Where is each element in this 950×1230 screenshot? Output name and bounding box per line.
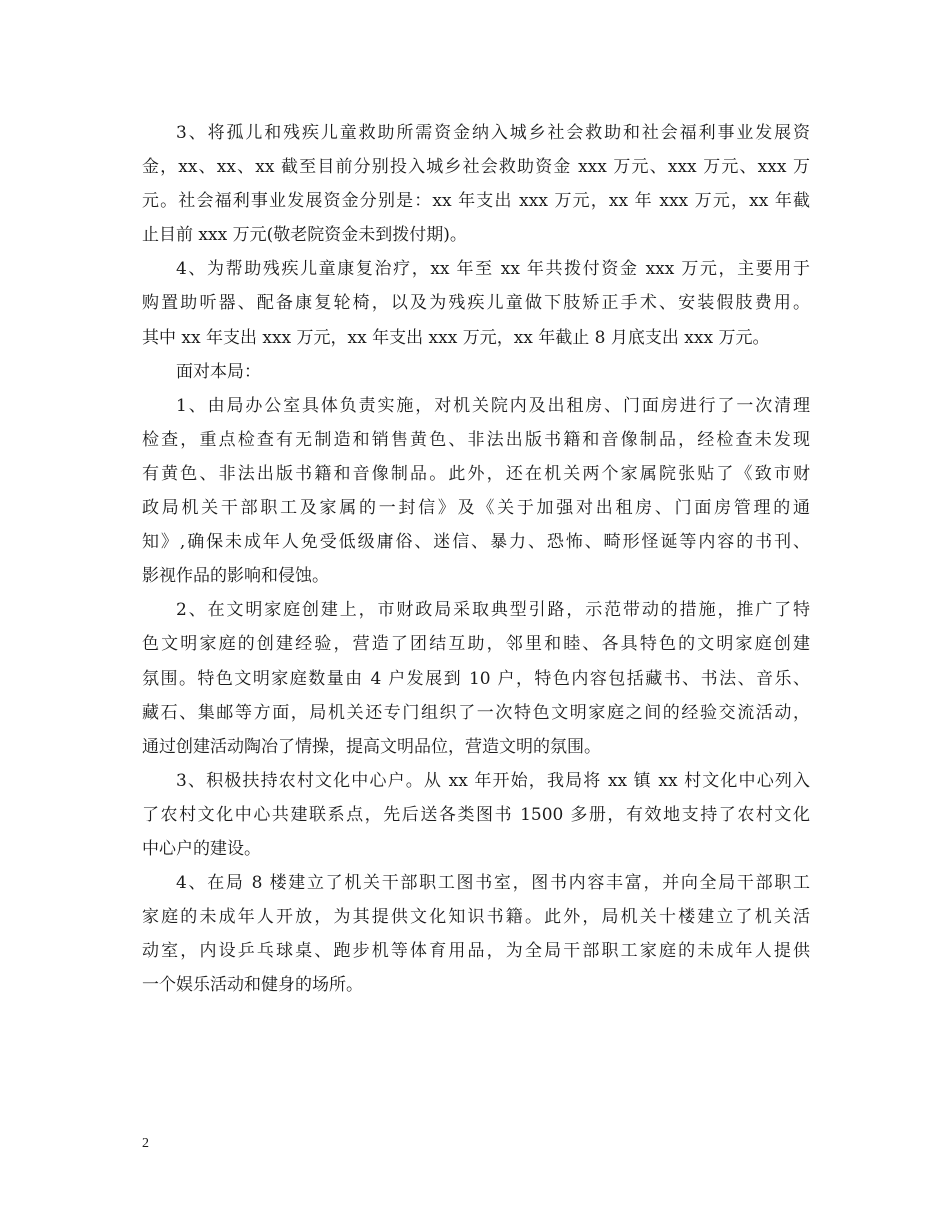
paragraph-5 <box>142 593 810 763</box>
paragraph-2 <box>142 252 810 354</box>
paragraph-line: 中心户的建设。 <box>142 838 261 859</box>
paragraph-line: 家庭的未成年人开放，为其提供文化知识书籍。此外，局机关十楼建立了机关活 <box>142 907 810 928</box>
paragraph-line: 4、为帮助残疾儿童康复治疗，xx 年至 xx 年共拨付资金 xxx 万元，主要用于 <box>176 259 810 280</box>
paragraph-line: 金，xx、xx、xx 截至目前分别投入城乡社会救助资金 xxx 万元、xxx 万元、xxx 万 <box>142 157 810 178</box>
paragraph-line: 3、积极扶持农村文化中心户。从 xx 年开始，我局将 xx 镇 xx 村文化中心列入 <box>176 770 810 791</box>
paragraph-4 <box>142 389 810 594</box>
paragraph-3 <box>142 355 810 389</box>
paragraph-line: 元。社会福利事业发展资金分别是：xx 年支出 xxx 万元，xx 年 xxx 万元，xx 年截 <box>142 191 810 212</box>
paragraph-line: 氛围。特色文明家庭数量由 4 户发展到 10 户，特色内容包括藏书、书法、音乐、 <box>142 668 810 689</box>
paragraph-line: 止目前 xxx 万元(敬老院资金未到拨付期)。 <box>142 225 467 246</box>
paragraph-1 <box>142 116 810 252</box>
paragraph-line: 影视作品的影响和侵蚀。 <box>142 566 329 587</box>
document-body <box>142 116 810 1002</box>
paragraph-line: 了农村文化中心共建联系点，先后送各类图书 1500 多册，有效地支持了农村文化 <box>142 804 810 825</box>
paragraph-line: 通过创建活动陶冶了情操，提高文明品位，营造文明的氛围。 <box>142 736 601 757</box>
paragraph-line: 2、在文明家庭创建上，市财政局采取典型引路，示范带动的措施，推广了特 <box>176 600 810 621</box>
paragraph-line: 1、由局办公室具体负责实施，对机关院内及出租房、门面房进行了一次清理 <box>176 395 810 416</box>
paragraph-line: 检查，重点检查有无制造和销售黄色、非法出版书籍和音像制品，经检查未发现 <box>142 429 810 450</box>
paragraph-line: 动室，内设乒乓球桌、跑步机等体育用品，为全局干部职工家庭的未成年人提供 <box>142 941 810 962</box>
paragraph-line: 色文明家庭的创建经验，营造了团结互助，邻里和睦、各具特色的文明家庭创建 <box>142 634 810 655</box>
paragraph-line: 知》,确保未成年人免受低级庸俗、迷信、暴力、恐怖、畸形怪诞等内容的书刊、 <box>142 532 810 553</box>
paragraph-line: 其中 xx 年支出 xxx 万元，xx 年支出 xxx 万元，xx 年截止 8 月底支出 xxx 万元。 <box>142 327 770 348</box>
paragraph-line: 3、将孤儿和残疾儿童救助所需资金纳入城乡社会救助和社会福利事业发展资 <box>176 123 810 143</box>
paragraph-line: 4、在局 8 楼建立了机关干部职工图书室，图书内容丰富，并向全局干部职工 <box>176 873 810 894</box>
page-number: 2 <box>142 1136 149 1151</box>
paragraph-line: 一个娱乐活动和健身的场所。 <box>142 975 363 996</box>
paragraph-line: 有黄色、非法出版书籍和音像制品。此外，还在机关两个家属院张贴了《致市财 <box>142 463 810 484</box>
section-heading: 面对本局： <box>176 361 261 382</box>
paragraph-line: 政局机关干部职工及家属的一封信》及《关于加强对出租房、门面房管理的通 <box>142 498 810 519</box>
paragraph-line: 藏石、集邮等方面，局机关还专门组织了一次特色文明家庭之间的经验交流活动， <box>142 702 810 723</box>
paragraph-7 <box>142 866 810 1002</box>
paragraph-line: 购置助听器、配备康复轮椅，以及为残疾儿童做下肢矫正手术、安装假肢费用。 <box>142 293 810 314</box>
paragraph-6 <box>142 764 810 866</box>
